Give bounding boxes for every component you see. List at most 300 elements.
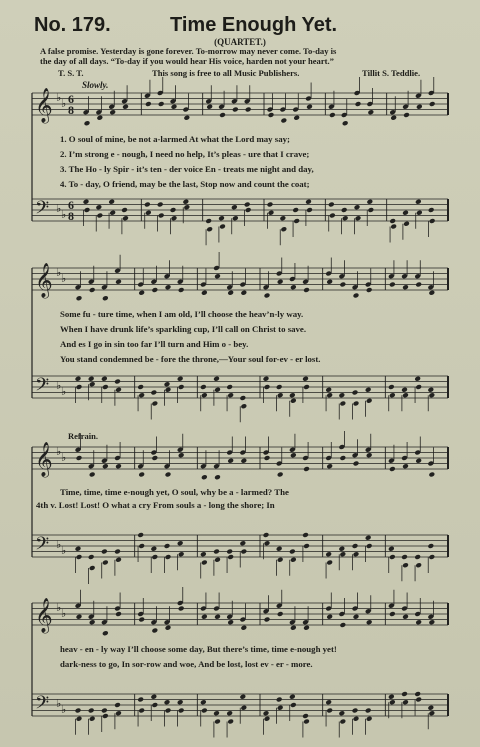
notehead: [342, 120, 349, 126]
notehead: [170, 207, 177, 213]
notehead: [213, 710, 220, 716]
notehead: [178, 551, 185, 557]
notehead: [200, 384, 207, 390]
lyric-line: 4th v. Lost! Lost! O what a cry From souls a - long the shore; In: [36, 500, 275, 510]
notehead: [352, 708, 359, 714]
notehead: [306, 207, 313, 213]
notehead: [151, 401, 158, 407]
notehead: [101, 549, 108, 555]
notehead: [277, 472, 284, 478]
notehead: [226, 549, 233, 555]
notehead: [137, 532, 144, 538]
notehead: [264, 617, 271, 623]
notehead: [138, 290, 145, 296]
notehead: [138, 392, 145, 398]
treble-clef-icon: 𝄞: [35, 88, 53, 123]
notehead: [109, 109, 116, 115]
notehead: [201, 474, 208, 480]
notehead: [76, 614, 83, 620]
notehead: [416, 210, 423, 216]
notehead: [151, 554, 158, 560]
notehead: [115, 279, 122, 285]
notehead: [122, 215, 129, 221]
notehead: [115, 611, 122, 617]
notehead: [290, 452, 297, 458]
notehead: [165, 472, 172, 478]
notehead: [264, 384, 271, 390]
notehead: [122, 104, 129, 110]
notehead: [89, 716, 96, 722]
notehead: [389, 466, 396, 472]
notehead: [88, 376, 95, 382]
notehead: [303, 543, 310, 549]
notehead: [178, 384, 185, 390]
notehead: [428, 554, 435, 560]
notehead: [353, 401, 360, 407]
bass-clef-icon: 𝄢: [35, 375, 50, 400]
flat-sign-icon: ♭: [56, 446, 62, 458]
notehead: [277, 392, 284, 398]
notehead: [137, 384, 144, 390]
notehead: [290, 398, 297, 404]
notehead: [89, 472, 96, 478]
copyright-notice: This song is free to all Music Publishers.: [152, 68, 300, 78]
notehead: [101, 376, 108, 382]
notehead: [427, 543, 434, 549]
notehead: [290, 702, 297, 708]
notehead: [226, 384, 233, 390]
flat-sign-icon: ♭: [61, 273, 67, 285]
notehead: [366, 619, 373, 625]
notehead: [178, 606, 185, 612]
lyric-line: When I have drunk life’s sparkling cup, I’ll call on Christ to save.: [60, 324, 307, 334]
notehead: [144, 202, 151, 208]
notehead: [101, 708, 108, 714]
notehead: [339, 455, 346, 461]
notehead: [268, 112, 275, 118]
notehead: [137, 697, 144, 703]
flat-sign-icon: ♭: [61, 704, 67, 716]
notehead: [102, 295, 109, 301]
lyric-line: Some fu - ture time, when I am old, I’ll choose the heav’n-ly way.: [60, 309, 304, 319]
notehead: [401, 691, 408, 697]
notehead: [171, 215, 178, 221]
notehead: [353, 461, 360, 467]
lyric-line: heav - en - ly way I’ll choose some day, But there’s time, time e-nough yet!: [60, 644, 337, 654]
notehead: [326, 708, 333, 714]
epigraph-line-2: the day of all days. “To-day if you would hear His voice, harden not your heart.”: [40, 56, 334, 66]
flat-sign-icon: ♭: [56, 92, 62, 104]
notehead: [303, 466, 310, 472]
notehead: [158, 213, 165, 219]
notehead: [305, 199, 312, 205]
notehead: [302, 376, 309, 382]
notehead: [264, 540, 271, 546]
notehead: [84, 207, 91, 213]
notehead: [108, 199, 115, 205]
notehead: [245, 207, 252, 213]
notehead: [338, 710, 345, 716]
notehead: [158, 101, 165, 107]
notehead: [150, 546, 157, 552]
notehead: [289, 694, 296, 700]
treble-clef-icon: 𝄞: [35, 442, 53, 477]
notehead: [264, 455, 271, 461]
notehead: [366, 199, 373, 205]
notehead: [75, 376, 82, 382]
notehead: [303, 287, 310, 293]
notehead: [102, 560, 109, 566]
notehead: [165, 387, 172, 393]
notehead: [165, 625, 172, 631]
notehead: [401, 554, 408, 560]
notehead: [102, 713, 109, 719]
notehead: [306, 104, 313, 110]
notehead: [201, 708, 208, 714]
notehead: [292, 207, 299, 213]
composer-credit: Tillit S. Teddlie.: [362, 68, 421, 78]
notehead: [389, 554, 396, 560]
notehead: [177, 699, 184, 705]
notehead: [114, 379, 121, 385]
voicing-label: (QUARTET.): [214, 37, 266, 47]
flat-sign-icon: ♭: [56, 380, 62, 392]
notehead: [240, 625, 247, 631]
notehead: [214, 614, 221, 620]
notehead: [177, 376, 184, 382]
flat-sign-icon: ♭: [61, 608, 67, 620]
notehead: [245, 107, 252, 113]
lyric-line: 2. I’m strong e - nough, I need no help, It’s pleas - ure that I crave;: [60, 149, 310, 159]
notehead: [389, 282, 396, 288]
notehead: [178, 708, 185, 714]
notehead: [328, 202, 335, 208]
notehead: [138, 543, 145, 549]
notehead: [76, 716, 83, 722]
notehead: [109, 210, 116, 216]
notehead: [365, 387, 372, 393]
notehead: [114, 549, 121, 555]
notehead: [293, 218, 300, 224]
flat-sign-icon: ♭: [61, 386, 67, 398]
notehead: [151, 455, 158, 461]
notehead: [145, 210, 152, 216]
notehead: [276, 546, 283, 552]
notehead: [338, 546, 345, 552]
notehead: [366, 543, 373, 549]
notehead: [329, 213, 336, 219]
notehead: [401, 387, 408, 393]
notehead: [240, 549, 247, 555]
flat-sign-icon: ♭: [56, 539, 62, 551]
notehead: [339, 401, 346, 407]
notehead: [240, 403, 247, 409]
notehead: [402, 614, 409, 620]
notehead: [428, 207, 435, 213]
notehead: [240, 290, 247, 296]
notehead: [429, 218, 436, 224]
notehead: [428, 710, 435, 716]
notehead: [102, 384, 109, 390]
notehead: [366, 287, 373, 293]
notehead: [367, 207, 374, 213]
notehead: [402, 284, 409, 290]
notehead: [88, 708, 95, 714]
notehead: [177, 540, 184, 546]
notehead: [206, 104, 213, 110]
notehead: [325, 699, 332, 705]
notehead: [263, 710, 270, 716]
notehead: [102, 463, 109, 469]
flat-sign-icon: ♭: [56, 203, 62, 215]
notehead: [276, 697, 283, 703]
notehead: [76, 455, 83, 461]
notehead: [303, 719, 310, 725]
notehead: [76, 384, 83, 390]
epigraph-line-1: A false promise. Yesterday is gone forever. To-morrow may never come. To-day is: [40, 46, 337, 56]
notehead: [201, 290, 208, 296]
notehead: [365, 708, 372, 714]
notehead: [178, 287, 185, 293]
notehead: [325, 551, 332, 557]
notehead: [280, 226, 287, 232]
notehead: [355, 101, 362, 107]
notehead: [239, 694, 246, 700]
lyric-line: Time, time, time e-nough yet, O soul, why be a - larmed? The: [60, 487, 289, 497]
notehead: [183, 204, 190, 210]
notehead: [341, 207, 348, 213]
flat-sign-icon: ♭: [61, 545, 67, 557]
notehead: [102, 630, 109, 636]
notehead: [227, 392, 234, 398]
notehead: [402, 392, 409, 398]
notehead: [277, 611, 284, 617]
notehead: [415, 619, 422, 625]
notehead: [428, 472, 435, 478]
notehead: [178, 452, 185, 458]
lyric-line: And es I go in sin too far I’ll turn and Him o - bey.: [60, 339, 249, 349]
notehead: [390, 224, 397, 230]
notehead: [138, 617, 145, 623]
notehead: [290, 557, 297, 563]
notehead: [325, 387, 332, 393]
notehead: [115, 387, 122, 393]
notehead: [388, 694, 395, 700]
notehead: [389, 611, 396, 617]
notehead: [226, 710, 233, 716]
notehead: [214, 557, 221, 563]
notehead: [239, 395, 246, 401]
notehead: [416, 104, 423, 110]
notehead: [138, 472, 145, 478]
notehead: [164, 699, 171, 705]
notehead: [366, 452, 373, 458]
notehead: [165, 708, 172, 714]
notehead: [200, 699, 207, 705]
notehead: [219, 112, 226, 118]
notehead: [231, 204, 238, 210]
notehead: [366, 398, 373, 404]
notehead: [157, 202, 164, 208]
notehead: [214, 387, 221, 393]
notehead: [200, 551, 207, 557]
notehead: [277, 557, 284, 563]
notehead: [263, 376, 270, 382]
notehead: [277, 705, 284, 711]
notehead: [165, 284, 172, 290]
notehead: [96, 115, 103, 121]
notehead: [390, 115, 397, 121]
notehead: [290, 625, 297, 631]
notehead: [388, 546, 395, 552]
notehead: [264, 716, 271, 722]
notehead: [290, 284, 297, 290]
time-signature: 8: [68, 209, 74, 223]
notehead: [268, 210, 275, 216]
notehead: [89, 619, 96, 625]
notehead: [415, 282, 422, 288]
flat-sign-icon: ♭: [56, 698, 62, 710]
flat-sign-icon: ♭: [61, 452, 67, 464]
lyric-line: 3. The Ho - ly Spir - it’s ten - der voice En - treats me night and day,: [60, 164, 314, 174]
notehead: [388, 384, 395, 390]
notehead: [206, 226, 213, 232]
notehead: [326, 279, 333, 285]
treble-clef-icon: 𝄞: [35, 598, 53, 633]
notehead: [428, 392, 435, 398]
notehead: [227, 554, 234, 560]
treble-clef-icon: 𝄞: [35, 263, 53, 298]
notehead: [75, 546, 82, 552]
bass-clef-icon: 𝄢: [35, 198, 50, 223]
notehead: [115, 710, 122, 716]
notehead: [214, 719, 221, 725]
notehead: [289, 392, 296, 398]
notehead: [114, 702, 121, 708]
flat-sign-icon: ♭: [56, 602, 62, 614]
notehead: [279, 215, 286, 221]
notehead: [205, 218, 212, 224]
notehead: [326, 560, 333, 566]
notehead: [239, 540, 246, 546]
hymn-number: No. 179.: [34, 14, 111, 36]
notehead: [403, 112, 410, 118]
notehead: [402, 562, 409, 568]
notehead: [183, 115, 190, 121]
notehead: [150, 694, 157, 700]
notehead: [227, 619, 234, 625]
notehead: [232, 215, 239, 221]
notehead: [214, 273, 221, 279]
notehead: [227, 458, 234, 464]
lyric-line: You stand condemned be - fore the throne,—Your soul for-ev - er lost.: [60, 354, 321, 364]
notehead: [293, 115, 300, 121]
notehead: [402, 699, 409, 705]
notehead: [267, 202, 274, 208]
notehead: [151, 702, 158, 708]
notehead: [353, 716, 360, 722]
flat-sign-icon: ♭: [61, 98, 67, 110]
notehead: [415, 458, 422, 464]
notehead: [338, 392, 345, 398]
notehead: [415, 562, 422, 568]
notehead: [218, 215, 225, 221]
notehead: [414, 691, 421, 697]
notehead: [151, 287, 158, 293]
notehead: [428, 290, 435, 296]
lyric-line: 1. O soul of mine, be not a-larmed At what the Lord may say;: [60, 134, 290, 144]
lyric-line: dark-ness to go, In sor-row and woe, And be lost, lost ev - er - more.: [60, 659, 313, 669]
notehead: [289, 549, 296, 555]
notehead: [201, 392, 208, 398]
notehead: [389, 218, 396, 224]
notehead: [264, 293, 271, 299]
notehead: [227, 290, 234, 296]
notehead: [84, 120, 91, 126]
notehead: [83, 199, 90, 205]
notehead: [389, 699, 396, 705]
notehead: [415, 697, 422, 703]
notehead: [389, 392, 396, 398]
notehead: [365, 535, 372, 541]
notehead: [145, 101, 152, 107]
notehead: [115, 463, 122, 469]
notehead: [302, 532, 309, 538]
notehead: [339, 551, 346, 557]
notehead: [415, 199, 422, 205]
notehead: [201, 614, 208, 620]
notehead: [244, 202, 251, 208]
notehead: [415, 384, 422, 390]
notehead: [403, 221, 410, 227]
notehead: [213, 549, 220, 555]
notehead: [353, 293, 360, 299]
notehead: [240, 458, 247, 464]
notehead: [352, 543, 359, 549]
notehead: [89, 287, 96, 293]
notehead: [96, 213, 103, 219]
time-signature: 6: [68, 92, 74, 106]
notehead: [353, 614, 360, 620]
notehead: [427, 387, 434, 393]
notehead: [182, 199, 189, 205]
notehead: [354, 204, 361, 210]
notehead: [366, 716, 373, 722]
notehead: [353, 551, 360, 557]
notehead: [355, 215, 362, 221]
notehead: [165, 554, 172, 560]
notehead: [367, 109, 374, 115]
notehead: [151, 628, 158, 634]
notehead: [227, 719, 234, 725]
notehead: [352, 390, 359, 396]
time-signature: 8: [68, 103, 74, 117]
notehead: [150, 390, 157, 396]
notehead: [342, 215, 349, 221]
notehead: [76, 295, 83, 301]
bass-clef-icon: 𝄢: [35, 693, 50, 718]
notehead: [75, 708, 82, 714]
hymn-title: Time Enough Yet.: [170, 14, 338, 36]
notehead: [303, 625, 310, 631]
notehead: [219, 224, 226, 230]
notehead: [414, 376, 421, 382]
notehead: [76, 554, 83, 560]
notehead: [214, 474, 221, 480]
notehead: [402, 463, 409, 469]
notehead: [232, 107, 239, 113]
lyric-line: 4. To - day, O friend, may be the last, Stop now and count the coat;: [60, 179, 310, 189]
